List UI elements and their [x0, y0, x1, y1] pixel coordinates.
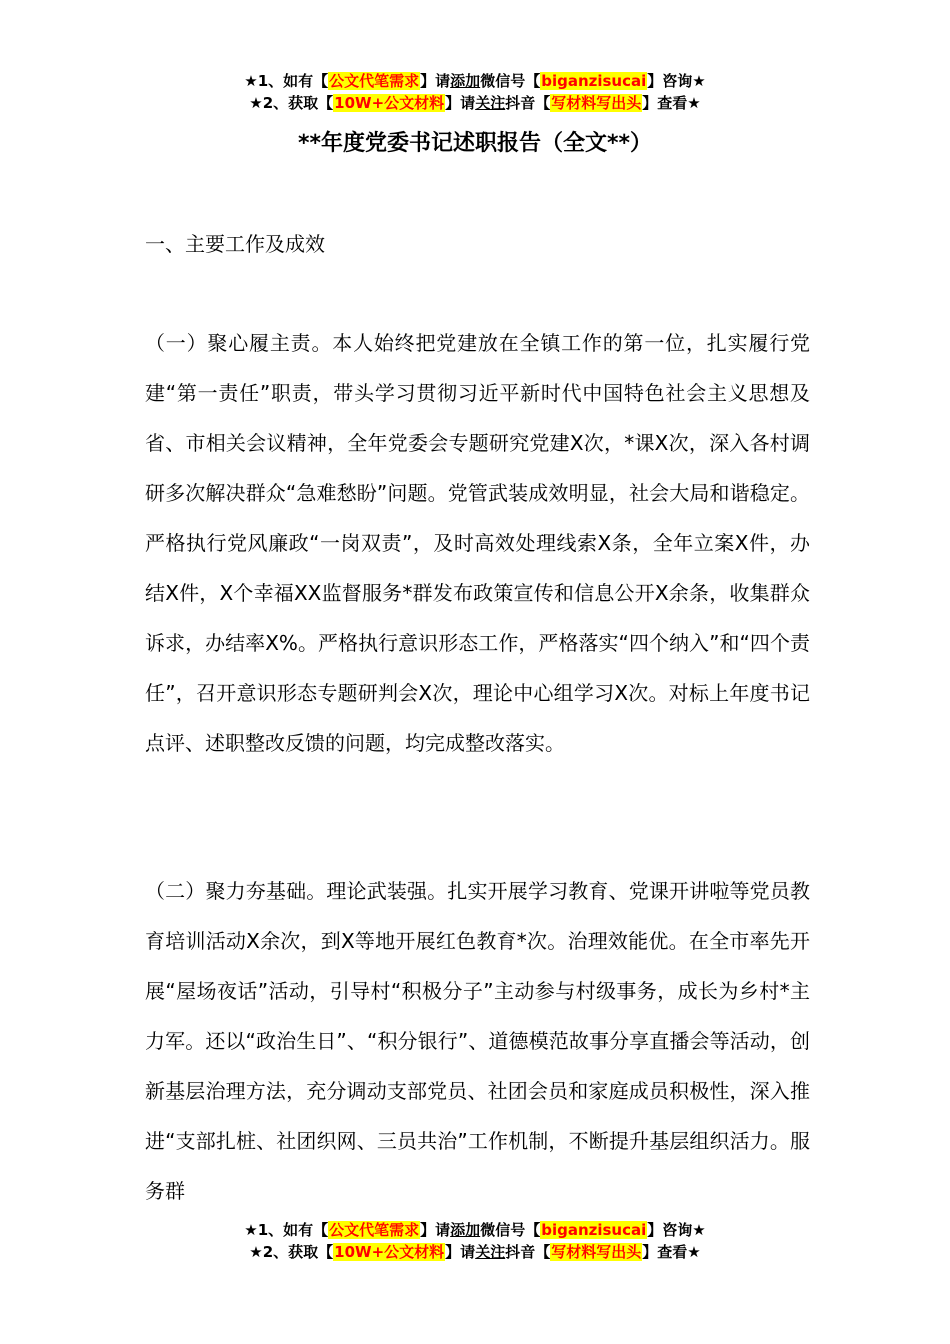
- promo-text: 】咨询: [647, 72, 693, 90]
- promo-line-2: [0, 92, 950, 114]
- promo-text: 2、获取【: [262, 1243, 334, 1261]
- promo-underlined: 添加: [450, 72, 481, 90]
- promo-text: 抖音【: [505, 1243, 551, 1261]
- section-heading: 一、主要工作及成效: [145, 232, 325, 256]
- promo-text: 】咨询: [647, 1221, 693, 1239]
- promo-text: 】查看: [642, 1243, 688, 1261]
- douyin-id-highlight: 写材料写出头: [551, 94, 642, 112]
- promo-banner-top: [0, 70, 950, 114]
- star-icon: ★: [692, 1221, 706, 1239]
- wechat-id-highlight: biganzisucai: [541, 1221, 647, 1239]
- promo-highlight: 公文代笔需求: [329, 72, 420, 90]
- promo-text: 微信号【: [480, 1221, 541, 1239]
- promo-text: 抖音【: [505, 94, 551, 112]
- promo-line-2: [0, 1241, 950, 1263]
- star-icon: ★: [687, 1243, 701, 1261]
- star-icon: ★: [244, 1221, 258, 1239]
- promo-line-1: [0, 1219, 950, 1241]
- promo-text: 】请: [445, 94, 476, 112]
- wechat-id-highlight: biganzisucai: [541, 72, 647, 90]
- promo-banner-bottom: [0, 1219, 950, 1263]
- star-icon: ★: [249, 1243, 263, 1261]
- promo-text: 】请: [445, 1243, 476, 1261]
- star-icon: ★: [249, 94, 263, 112]
- star-icon: ★: [244, 72, 258, 90]
- star-icon: ★: [687, 94, 701, 112]
- promo-underlined: 关注: [475, 94, 506, 112]
- document-title: **年度党委书记述职报告（全文**）: [297, 131, 653, 156]
- promo-text: 1、如有【: [257, 72, 329, 90]
- promo-underlined: 关注: [475, 1243, 506, 1261]
- promo-line-1: [0, 70, 950, 92]
- promo-highlight: 10W+公文材料: [334, 1243, 445, 1261]
- promo-highlight: 10W+公文材料: [334, 94, 445, 112]
- body-paragraph-2: （二）聚力夯基础。理论武装强。扎实开展学习教育、党课开讲啦等党员教育培训活动X余次，到X等地开展红色教育*次。治理效能优。在全市率先开展“屋场夜话”活动，引导村“积极分子”主动参与村级事务，成长为乡村*主力军。还以“政治生日”、“积分银行”、道德模范故事分享直播会等活动，创新基层治理方法，充分调动支部党员、社团会员和家庭成员积极性，深入推进“支部扎桩、社团织网、三员共治”工作机制，不断提升基层组织活力。服务群: [145, 879, 810, 1203]
- promo-text: 】查看: [642, 94, 688, 112]
- promo-text: 】请: [420, 72, 451, 90]
- body-paragraph-1: （一）聚心履主责。本人始终把党建放在全镇工作的第一位，扎实履行党建“第一责任”职责，带头学习贯彻习近平新时代中国特色社会主义思想及省、市相关会议精神，全年党委会专题研究党建X次，*课X次，深入各村调研多次解决群众“急难愁盼”问题。党管武装成效明显，社会大局和谐稳定。严格执行党风廉政“一岗双责”，及时高效处理线索X条，全年立案X件，办结X件，X个幸福XX监督服务*群发布政策宣传和信息公开X余条，收集群众诉求，办结率X%。严格执行意识形态工作，严格落实“四个纳入”和“四个责任”，召开意识形态专题研判会X次，理论中心组学习X次。对标上年度书记点评、述职整改反馈的问题，均完成整改落实。: [145, 331, 810, 755]
- promo-underlined: 添加: [450, 1221, 481, 1239]
- promo-highlight: 公文代笔需求: [329, 1221, 420, 1239]
- douyin-id-highlight: 写材料写出头: [551, 1243, 642, 1261]
- promo-text: 1、如有【: [257, 1221, 329, 1239]
- promo-text: 微信号【: [480, 72, 541, 90]
- star-icon: ★: [692, 72, 706, 90]
- promo-text: 2、获取【: [262, 94, 334, 112]
- promo-text: 】请: [420, 1221, 451, 1239]
